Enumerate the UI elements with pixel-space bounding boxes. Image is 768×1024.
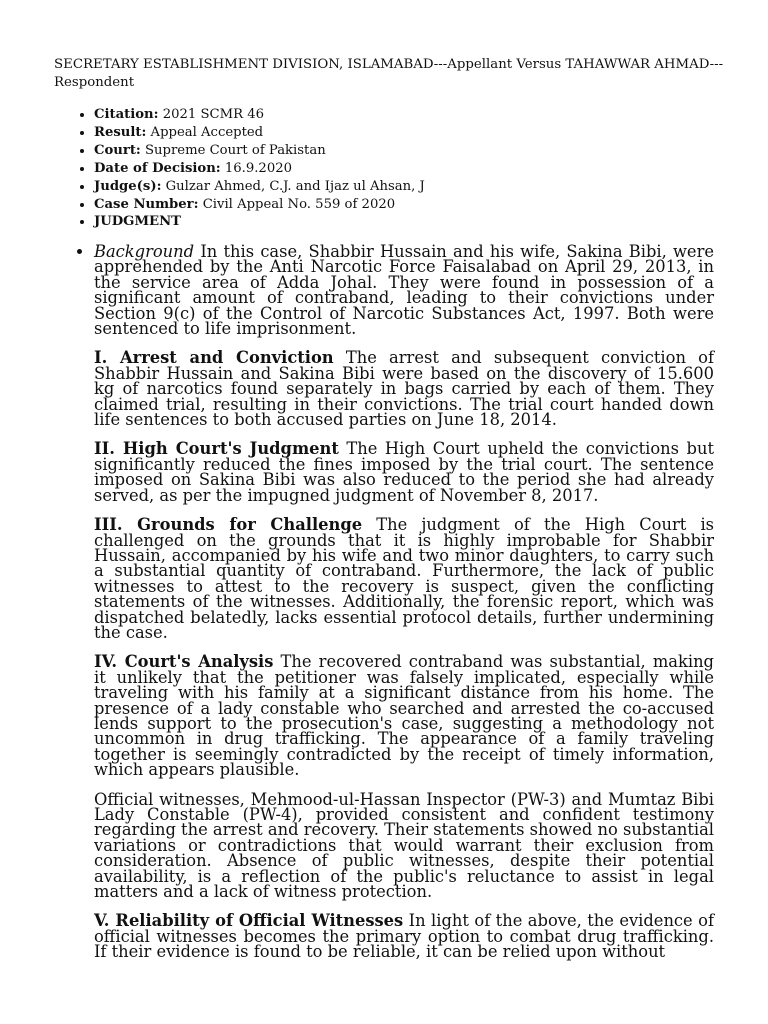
meta-value: Civil Appeal No. 559 of 2020 xyxy=(202,196,396,212)
paragraph-text: Official witnesses, Mehmood-ul-Hassan Inspector (PW-3) and Mumtaz Bibi Lady Constable (PW-4), provided consistent and confident testimony regarding the arrest and recovery. Their statements showed no substantial variations or contradictions that would warrant their exclusion from consideration. Absence of public witnesses, despite their potential availability, is a reflection of the public's reluctance to assist in legal matters and a lack of witness protection. xyxy=(94,789,714,902)
meta-case-number xyxy=(94,196,425,214)
paragraph-text: The arrest and subsequent conviction of Shabbir Hussain and Sakina Bibi were based on the discovery of 15.600 kg of narcotics found separately in bags carried by each of them. They claimed trial, resulting in their convictions. The trial court handed down life sentences to both accused parties on June 18, 2014. xyxy=(94,348,714,430)
section-heading: IV. Court's Analysis xyxy=(94,652,274,672)
meta-value: Appeal Accepted xyxy=(150,124,264,140)
paragraph-text: The judgment of the High Court is challenged on the grounds that it is highly improbable for Shabbir Hussain, accompanied by his wife and two minor daughters, to carry such a substantial quantity of contraband. Furthermore, the lack of public witnesses to attest to the recovery is suspect, given the conflicting statements of the witnesses. Additionally, the forensic report, which was dispatched belatedly, lacks essential protocol details, further undermining the case. xyxy=(94,515,715,642)
meta-label: Date of Decision: xyxy=(94,160,221,176)
meta-value: Supreme Court of Pakistan xyxy=(145,142,326,158)
paragraph-background xyxy=(94,242,714,339)
paragraph-reliability xyxy=(94,911,714,962)
section-heading: I. Arrest and Conviction xyxy=(94,348,334,368)
meta-label: Case Number: xyxy=(94,196,199,212)
paragraph-arrest xyxy=(94,348,714,430)
judgment-content xyxy=(94,244,714,960)
meta-value: 2021 SCMR 46 xyxy=(162,107,264,122)
paragraph-high-court xyxy=(94,441,714,503)
meta-judges xyxy=(94,178,425,196)
meta-label: Citation: xyxy=(94,107,159,122)
case-metadata-list xyxy=(0,106,425,231)
meta-label: Court: xyxy=(94,142,141,158)
paragraph-official-witnesses xyxy=(94,789,714,902)
background-heading: Background xyxy=(94,242,195,261)
meta-citation xyxy=(94,106,425,124)
meta-date xyxy=(94,160,425,178)
section-heading: II. High Court's Judgment xyxy=(94,439,339,459)
meta-value: 16.9.2020 xyxy=(224,160,292,176)
section-heading: III. Grounds for Challenge xyxy=(94,515,363,535)
paragraph-text: The High Court upheld the convictions but significantly reduced the fines imposed by the trial court. The sentence imposed on Sakina Bibi was also reduced to the period she had already served, as per the impugned judgment of November 8, 2017. xyxy=(94,439,714,505)
meta-result xyxy=(94,124,425,142)
paragraph-grounds xyxy=(94,517,714,640)
judgment-body xyxy=(0,244,714,974)
case-title: SECRETARY ESTABLISHMENT DIVISION, ISLAMABAD---Appellant Versus TAHAWWAR AHMAD---Respondent xyxy=(54,57,724,90)
meta-label: Result: xyxy=(94,124,147,140)
meta-judgment xyxy=(94,213,425,231)
paragraph-text: In this case, Shabbir Hussain and his wife, Sakina Bibi, were apprehended by the Anti Narcotic Force Faisalabad on April 29, 2013, in the service area of Adda Johal. They were found in possession of a significant amount of contraband, leading to their convictions under Section 9(c) of the Control of Narcotic Substances Act, 1997. Both were sentenced to life imprisonment. xyxy=(94,242,714,339)
paragraph-text: In light of the above, the evidence of official witnesses becomes the primary option to combat drug trafficking. If their evidence is found to be reliable, it can be relied upon without xyxy=(94,911,714,962)
meta-label: Judge(s): xyxy=(94,178,162,194)
paragraph-analysis xyxy=(94,652,714,780)
meta-court xyxy=(94,142,425,160)
paragraph-text: The recovered contraband was substantial, making it unlikely that the petitioner was falsely implicated, especially while traveling with his family at a significant distance from his home. The presence of a lady constable who searched and arrested the co-accused lends support to the prosecution's case, suggesting a methodology not uncommon in drug trafficking. The appearance of a family traveling together is seemingly contradicted by the receipt of timely information, which appears plausible. xyxy=(94,652,714,780)
meta-label: JUDGMENT xyxy=(94,214,181,230)
meta-value: Gulzar Ahmed, C.J. and Ijaz ul Ahsan, J xyxy=(165,178,425,194)
section-heading: V. Reliability of Official Witnesses xyxy=(94,911,404,931)
